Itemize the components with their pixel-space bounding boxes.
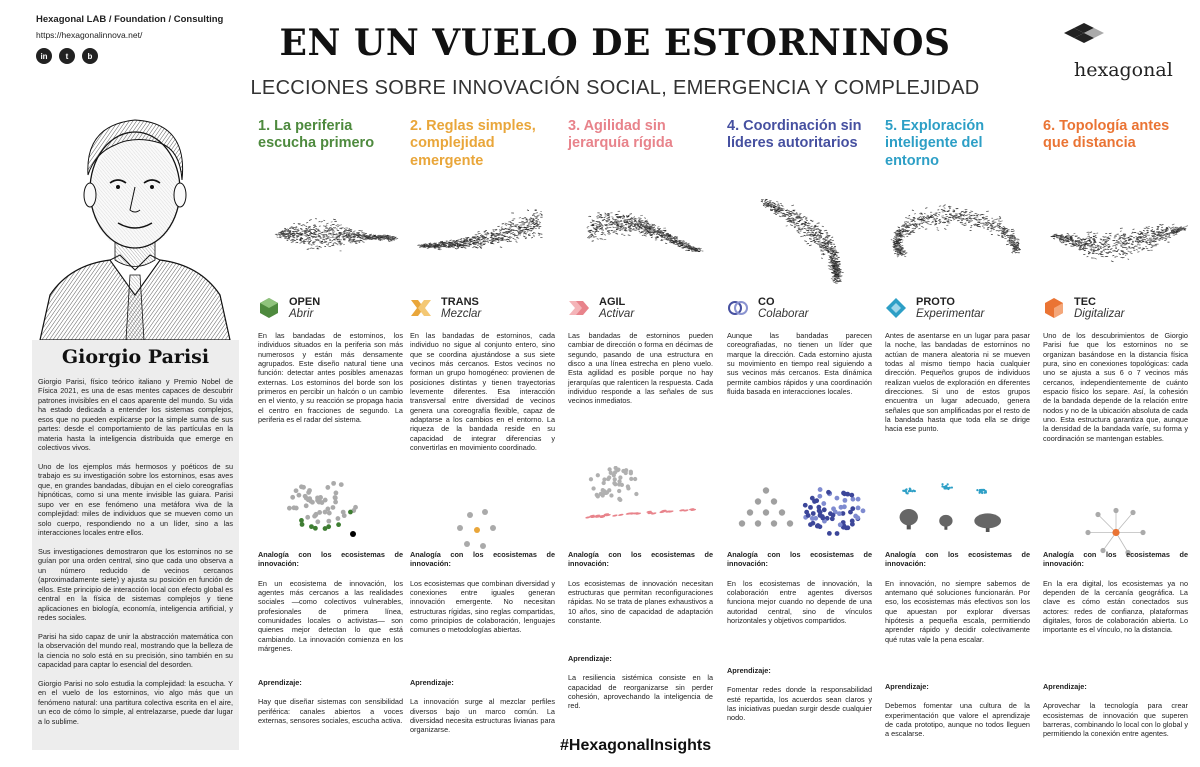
diamond-proto-icon [885, 297, 907, 319]
analogy-section [410, 550, 555, 635]
exploration-trees-diagram [890, 480, 1025, 545]
lesson-code: OPEN [289, 296, 321, 308]
lesson-title: 2. Reglas simples, complejidad emergente [410, 118, 536, 169]
learning-text: La resiliencia sistémica consiste en la capacidad de reorganizarse sin perder cohesión, aprovechando la inteligencia de red. [568, 673, 713, 711]
hexagon-logo-icon [1060, 22, 1120, 52]
org-url[interactable]: https://hexagonalinnova.net/ [36, 30, 143, 40]
lesson-title: 4. Coordinación sin líderes autoritarios [727, 118, 862, 152]
learning-section [410, 678, 555, 735]
learning-heading: Aprendizaje: [885, 682, 929, 691]
analogy-heading: Analogía con los ecosistemas de innovación: [568, 550, 713, 569]
lesson-verb: Activar [599, 308, 635, 320]
starling-flock-illustration [885, 186, 1035, 286]
bluesky-icon[interactable]: b [82, 48, 98, 64]
learning-heading: Aprendizaje: [410, 678, 454, 687]
footer-hashtag: #HexagonalInsights [560, 737, 712, 754]
bio-paragraph: Giorgio Parisi, físico teórico italiano y Premio Nobel de Física 2021, es una de esas mentes capaces de descubrir patrones invisibles en el caos aparente del mundo. Su vida ha estado dedicada a entender los sistemas complejos, esos que no pueden explicarse por la simple suma de sus partes: desde el comportamiento de las partículas en la materia hasta la inteligencia distribuida que emerge en colectivos vivos. [38, 377, 233, 453]
org-name: Hexagonal LAB / Foundation / Consulting [36, 14, 224, 25]
lesson-body: En las bandadas de estorninos, cada individuo no sigue al conjunto entero, sino que se coordina ajustándose a sus siete vecinos más cercanos. Estos vecinos no forman un grupo homogéneo: provienen de posiciones distintas y tienen trayectorias levemente diferentes. Esa interacción transversal entre diversidad de vecinos genera una coreografía flexible, capaz de adaptarse a los cambios en el entorno. La riqueza de la bandada reside en su capacidad de integrar diferencias y convertirlas en movimiento coordinado. [410, 331, 555, 452]
starling-flock-illustration [258, 186, 408, 286]
twitter-icon[interactable]: t [59, 48, 75, 64]
learning-heading: Aprendizaje: [1043, 682, 1087, 691]
lesson-code: PROTO [916, 296, 955, 308]
analogy-text: Los ecosistemas que combinan diversidad y conexiones entre iguales generan innovación emergente. No necesitan estructuras rígidas, sino reglas compartidas, como principios de colaboración, lenguajes comunes o metodologías abiertas. [410, 578, 555, 635]
analogy-section [885, 550, 1030, 644]
analogy-text: En un ecosistema de innovación, los agentes más cercanos a las realidades sociales —como colectivos vulnerables, profesionales de primera línea, comunidades locales o activistas— son quienes mejor detectan lo que está cambiando. La innovación comienza en los márgenes. [258, 578, 403, 653]
lesson-code: CO [758, 296, 775, 308]
lesson-verb: Mezclar [441, 308, 482, 320]
hexagon-tec-icon [1043, 297, 1065, 319]
lesson-body: Aunque las bandadas parecen coreografiadas, no tienen un líder que marque la dirección. Cada estornino ajusta su movimiento en tiempo real siguiendo a sus vecinos más cercanos. Esta dinámica permite cambios rápidos y una coordinación fluida basada en interacciones locales. [727, 331, 872, 396]
analogy-heading: Analogía con los ecosistemas de innovación: [1043, 550, 1188, 569]
learning-section [568, 654, 713, 711]
learning-text: Fomentar redes donde la responsabilidad esté repartida, los acuerdos sean claros y las iniciativas puedan surgir desde cualquier nodo. [727, 685, 872, 723]
starling-flock-illustration [410, 186, 560, 286]
lesson-column-4 [727, 118, 872, 758]
bio-paragraph: Sus investigaciones demostraron que los estorninos no se guían por una orden central, sino que cada uno observa a un número reducido de vecinos cercanos (aproximadamente siete) y ajusta su posición en función de ellos. Este principio de interacción local con efecto global es central en la física de sistemas complejos y tiene aplicaciones en biología, economía, inteligencia artificial, y redes sociales. [38, 546, 233, 623]
learning-text: La innovación surge al mezclar perfiles diversos bajo un marco común. La diversidad necesita estructuras livianas para organizarse. [410, 697, 555, 735]
cross-trans-icon [410, 297, 432, 319]
lesson-column-3 [568, 118, 713, 758]
learning-text: Hay que diseñar sistemas con sensibilidad periférica: canales abiertos a voces externas, sensores sociales, escucha activa. [258, 697, 403, 725]
lesson-code: AGIL [599, 296, 626, 308]
lesson-title: 6. Topología antes que distancia [1043, 118, 1170, 152]
bio-name: Giorgio Parisi [61, 346, 210, 368]
linkedin-icon[interactable]: in [36, 48, 52, 64]
agility-dots-diagram [573, 466, 708, 531]
learning-heading: Aprendizaje: [727, 666, 771, 675]
lesson-column-5 [885, 118, 1030, 758]
analogy-text: En la era digital, los ecosistemas ya no dependen de la cercanía geográfica. La clave es cómo están conectados sus actores: redes de confianza, plataformas digitales, foros de colaboración abierta. Lo importante es el vínculo, no la distancia. [1043, 578, 1188, 635]
learning-text: Aprovechar la tecnología para crear ecosistemas de innovación que superen barreras, combinando lo local con lo global y permitiendo la conexión entre agentes. [1043, 701, 1188, 739]
lesson-badge-row [568, 296, 634, 320]
logo-name: hexagonal [1074, 59, 1173, 81]
learning-heading: Aprendizaje: [568, 654, 612, 663]
learning-heading: Aprendizaje: [258, 678, 302, 687]
starling-flock-illustration [1043, 186, 1193, 286]
coordination-dots-diagram [732, 478, 867, 543]
lesson-code: TEC [1074, 296, 1096, 308]
learning-text: Debemos fomentar una cultura de la experimentación que valore el aprendizaje de cada prototipo, aunque no todos lleguen a escalarse. [885, 701, 1030, 739]
lesson-badge-row [727, 296, 809, 320]
lesson-title: 5. Exploración inteligente del entorno [885, 118, 985, 169]
circles-co-icon [727, 297, 749, 319]
analogy-section [1043, 550, 1188, 635]
analogy-section [727, 550, 872, 625]
analogy-text: Los ecosistemas de innovación necesitan estructuras que permitan reconfiguraciones rápidas. No se trata de planes exhaustivos a 10 años, sino de capacidad de adaptación constante. [568, 578, 713, 625]
lesson-verb: Digitalizar [1074, 308, 1125, 320]
lesson-badge-row [1043, 296, 1125, 320]
analogy-heading: Analogía con los ecosistemas de innovación: [258, 550, 403, 569]
analogy-heading: Analogía con los ecosistemas de innovación: [885, 550, 1030, 569]
analogy-heading: Analogía con los ecosistemas de innovación: [410, 550, 555, 569]
starling-flock-illustration [727, 186, 877, 286]
analogy-text: En innovación, no siempre sabemos de antemano qué soluciones funcionarán. Por eso, los ecosistemas más efectivos son los que apuestan por explorar diversas hipótesis a pequeña escala, permitiendo aprender rápido y decidir colectivamente qué rutas vale la pena escalar. [885, 578, 1030, 644]
bio-paragraph: Giorgio Parisi no solo estudia la complejidad: la escucha. Y en el vuelo de los estorninos, vio algo más que un fenómeno natural: una partitura colectiva escrita en el aire, un eco de cómo lo simple, al entrelazarse, puede dar lugar a lo sublime. [38, 678, 233, 726]
hexagon-open-icon [258, 297, 280, 319]
bio-paragraph: Parisi ha sido capaz de unir la abstracción matemática con la observación del mundo real, mostrando que la belleza de la ciencia no solo está en su precisión, sino también en su capacidad para captar lo esencial del desorden. [38, 631, 233, 670]
lesson-body: Antes de asentarse en un lugar para pasar la noche, las bandadas de estorninos no actúan de manera aleatoria ni se mueven todas al mismo tiempo hacia cualquier dirección. Pequeños grupos de individuos realizan vuelos de exploración en diferentes direcciones. Si uno de estos grupos encuentra un lugar adecuado, genera señales que son amplificadas por el resto de la bandada hasta que toda ella se dirige hacia ese punto. [885, 331, 1030, 434]
analogy-text: En los ecosistemas de innovación, la colaboración entre agentes diversos funciona mejor cuando no depende de una autoridad central, sino de vínculos horizontales y objetivos compartidos. [727, 578, 872, 625]
learning-section [1043, 682, 1188, 739]
lesson-code: TRANS [441, 296, 479, 308]
hexagonal-logo [1060, 22, 1173, 81]
brand-block [36, 14, 223, 64]
lesson-body: Uno de los descubrimientos de Giorgio Parisi fue que los estorninos no se organizan basándose en la distancia física pura, sino en conexiones topológicas: cada uno se ajusta a sus 6 o 7 vecinos más cercanos, independientemente de cuánto espacio físico los separe. Así, la cohesión de la bandada depende de la relación entre nodos y no de la ubicación absoluta de cada uno. Esta estructura garantiza que, aunque la densidad de la bandada varíe, su forma y coordinación se mantengan estables. [1043, 331, 1188, 443]
learning-section [258, 678, 403, 725]
lesson-body: En las bandadas de estorninos, los individuos situados en la periferia son más numerosos y están más densamente agrupados. Este diseño natural tiene una función: detectar antes posibles amenazas externas. Los estorninos del borde son los primeros en percibir un halcón o un cambio en el viento, y su reacción se propaga hacia el centro en fracciones de segundo. La periferia es el radar del sistema. [258, 331, 403, 424]
learning-section [885, 682, 1030, 739]
learning-section [727, 666, 872, 723]
lesson-verb: Abrir [289, 308, 314, 320]
analogy-section [258, 550, 403, 653]
lesson-verb: Colaborar [758, 308, 809, 320]
bio-panel [32, 340, 239, 750]
lesson-column-2 [410, 118, 555, 758]
page-title: EN UN VUELO DE ESTORNINOS [279, 22, 951, 64]
lesson-badge-row [258, 296, 320, 320]
social-links [36, 48, 223, 64]
page-subtitle: LECCIONES SOBRE INNOVACIÓN SOCIAL, EMERGENCIA Y COMPLEJIDAD [250, 77, 980, 99]
chevron-agil-icon [568, 297, 590, 319]
lesson-column-1 [258, 118, 403, 758]
lesson-column-6 [1043, 118, 1188, 758]
lesson-title: 1. La periferia escucha primero [258, 118, 375, 152]
portrait-illustration [30, 95, 240, 340]
analogy-section [568, 550, 713, 625]
lesson-verb: Experimentar [916, 308, 985, 320]
periphery-dots-diagram [263, 476, 398, 541]
analogy-heading: Analogía con los ecosistemas de innovación: [727, 550, 872, 569]
starling-flock-illustration [568, 186, 718, 286]
bio-paragraph: Uno de los ejemplos más hermosos y poéticos de su trabajo es su investigación sobre los estorninos, esas aves que, en grandes bandadas, dibujan en el cielo coreografías hipnóticas, como si una mente invisible las guiara. Parisi supo ver en ese fenómeno una metáfora viva de la complejidad: miles de individuos que se mueven como un solo cuerpo, respondiendo no a un líder, sino a las interacciones locales entre ellos. [38, 461, 233, 538]
lesson-badge-row [885, 296, 984, 320]
lesson-title: 3. Agilidad sin jerarquía rígida [568, 118, 673, 152]
lesson-body: Las bandadas de estorninos pueden cambiar de dirección o forma en décimas de segundo, pasando de una estructura en disco a una línea estrecha en pleno vuelo. Esta agilidad es posible porque no hay jerarquías que ralenticen la respuesta. Cada individuo responde a las señales de sus vecinos inmediatos. [568, 331, 713, 406]
lesson-badge-row [410, 296, 481, 320]
